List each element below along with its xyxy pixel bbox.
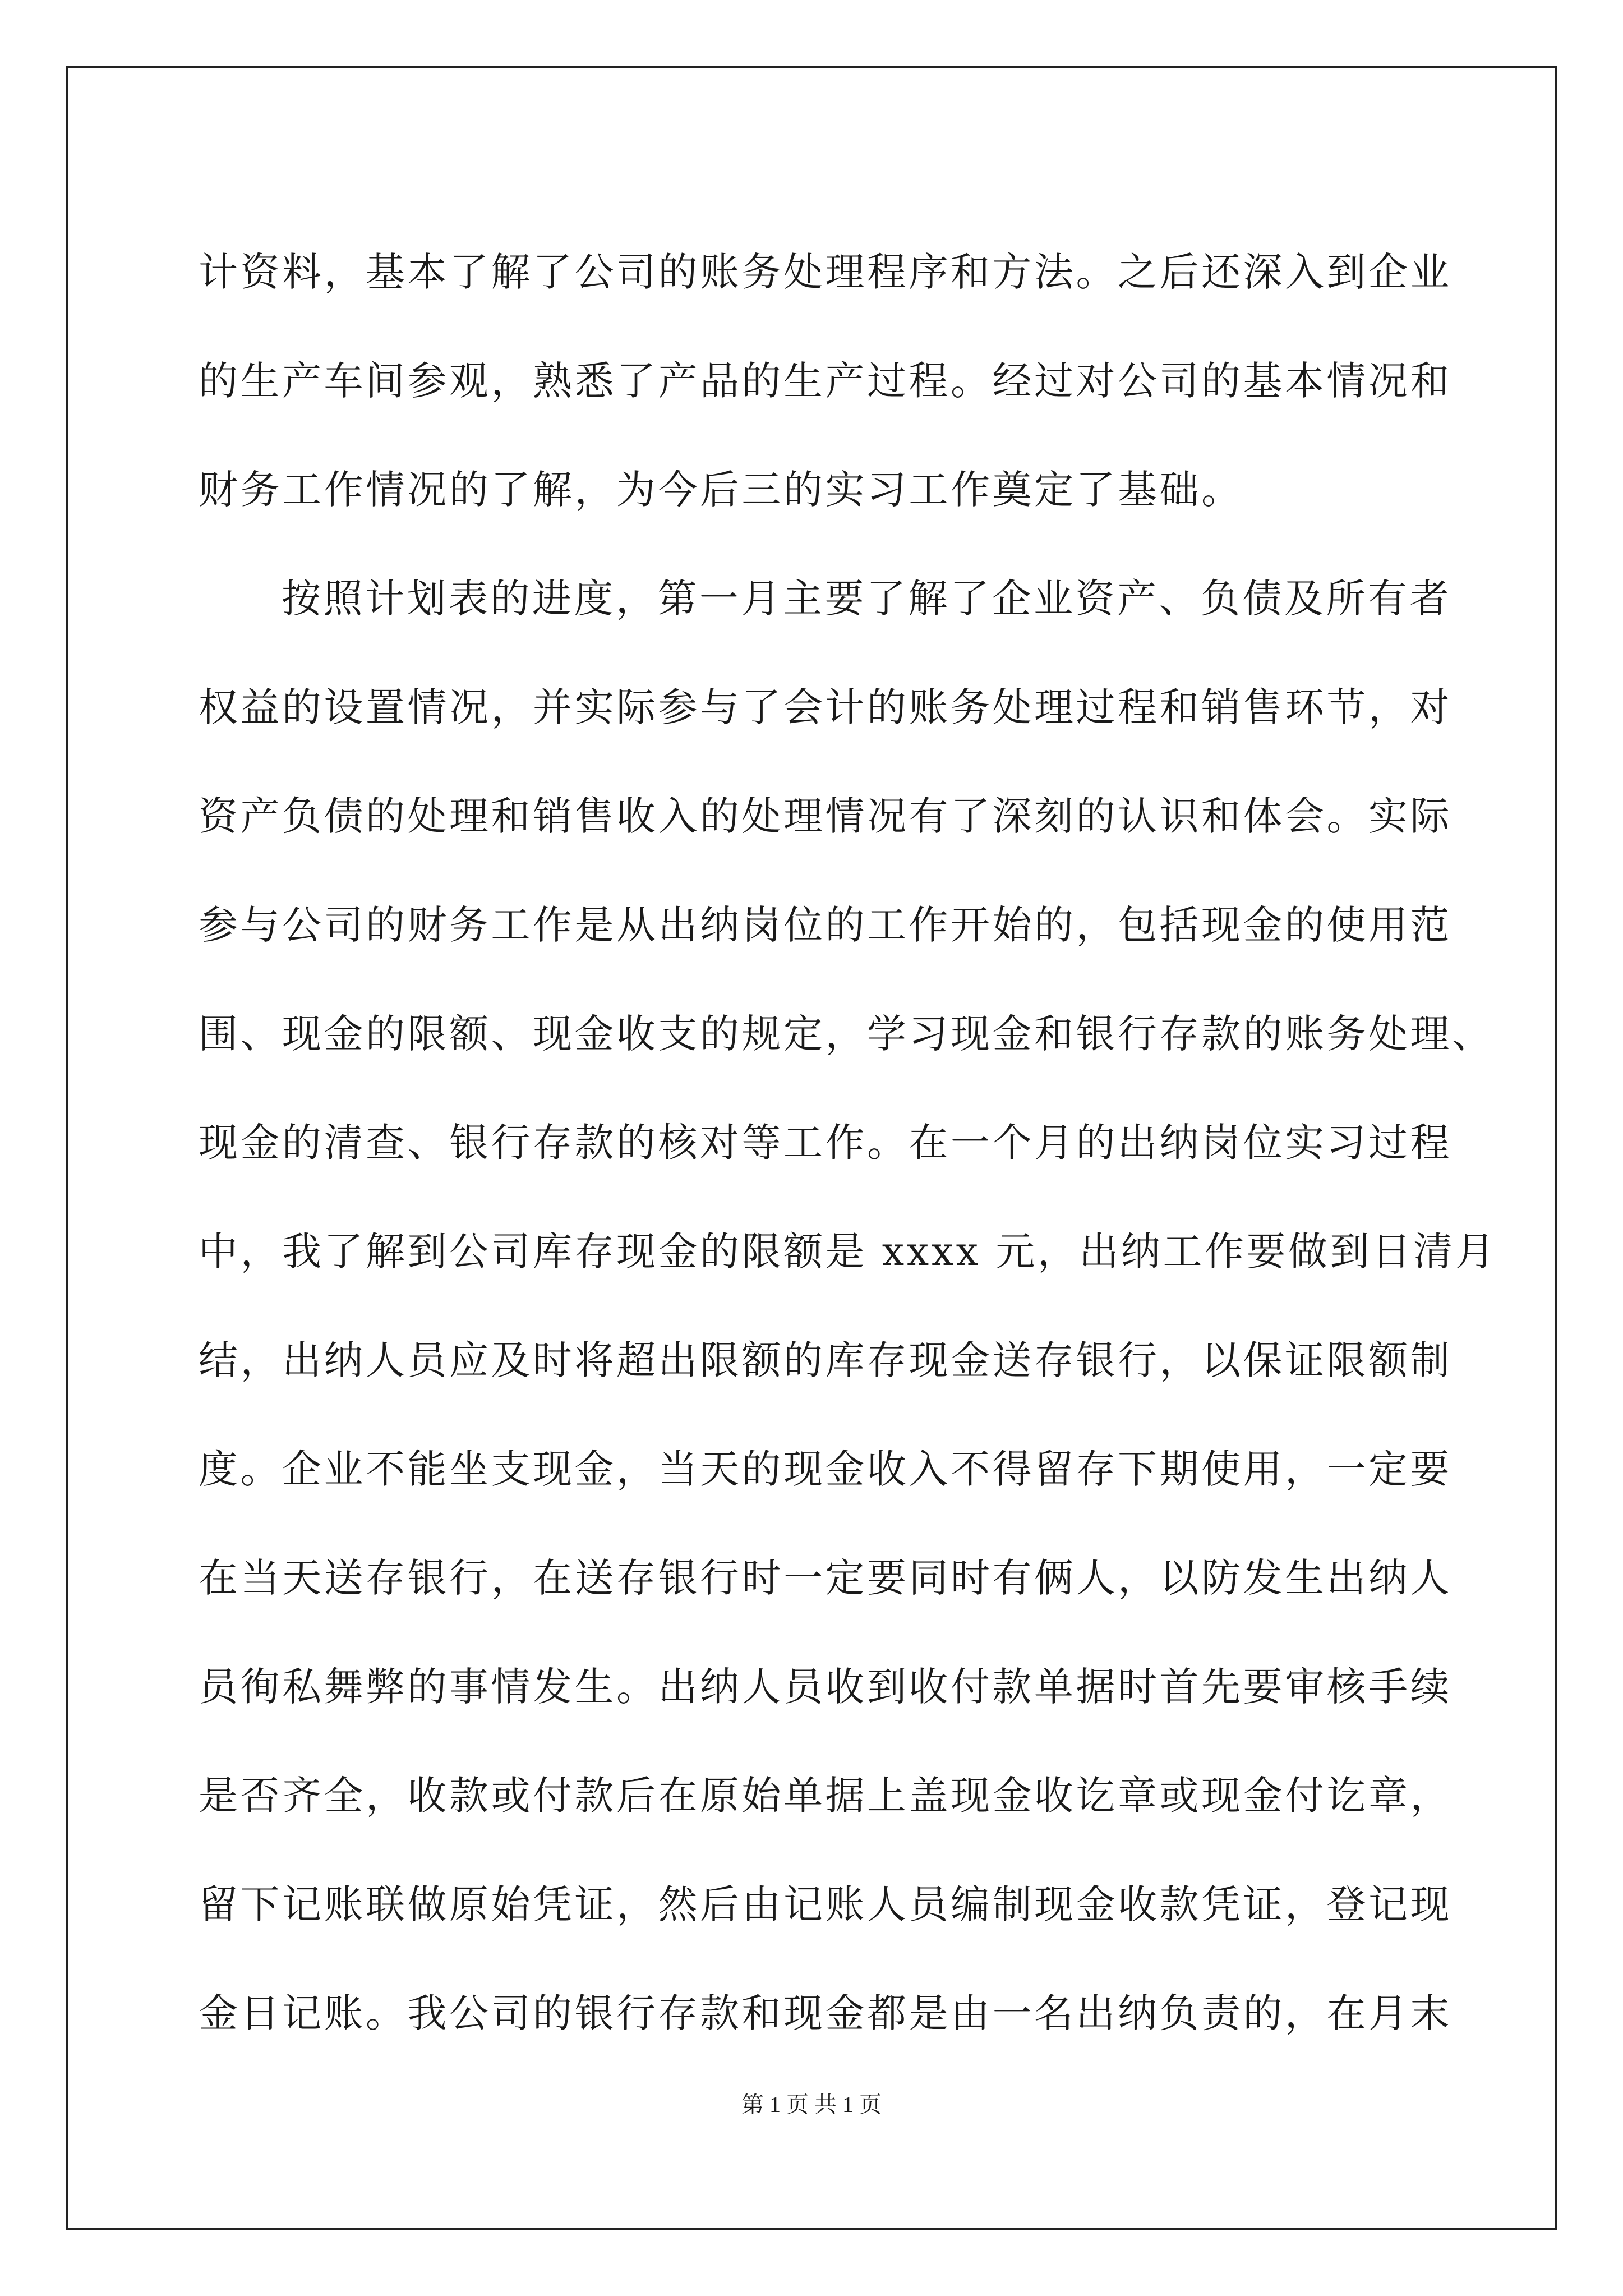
text-line: 的生产车间参观，熟悉了产品的生产过程。经过对公司的基本情况和 (199, 358, 1452, 404)
page-footer: 第 1 页 共 1 页 (741, 2092, 882, 2117)
text-line: 围、现金的限额、现金收支的规定，学习现金和银行存款的账务处理、 (199, 1011, 1494, 1057)
text-line: 现金的清查、银行存款的核对等工作。在一个月的出纳岗位实习过程 (199, 1120, 1452, 1166)
text-line: 员徇私舞弊的事情发生。出纳人员收到收付款单据时首先要审核手续 (199, 1664, 1452, 1710)
text-line: 留下记账联做原始凭证，然后由记账人员编制现金收款凭证，登记现 (199, 1881, 1452, 1927)
text-line: 参与公司的财务工作是从出纳岗位的工作开始的，包括现金的使用范 (199, 902, 1452, 948)
paragraph-start-line: 按照计划表的进度，第一月主要了解了企业资产、负债及所有者 (282, 576, 1451, 622)
text-line: 财务工作情况的了解，为今后三的实习工作奠定了基础。 (199, 467, 1243, 513)
document-body (199, 218, 1497, 2068)
text-line: 金日记账。我公司的银行存款和现金都是由一名出纳负责的，在月末 (199, 1990, 1452, 2036)
text-line: 是否齐全，收款或付款后在原始单据上盖现金收讫章或现金付讫章， (199, 1773, 1452, 1819)
text-line: 结，出纳人员应及时将超出限额的库存现金送存银行，以保证限额制 (199, 1337, 1452, 1383)
text-line: 权益的设置情况，并实际参与了会计的账务处理过程和销售环节，对 (199, 684, 1452, 730)
text-line: 计资料，基本了解了公司的账务处理程序和方法。之后还深入到企业 (199, 249, 1452, 295)
text-line: 中，我了解到公司库存现金的限额是 xxxx 元，出纳工作要做到日清月 (199, 1228, 1497, 1274)
text-line: 度。企业不能坐支现金，当天的现金收入不得留存下期使用，一定要 (199, 1446, 1452, 1492)
text-line: 在当天送存银行，在送存银行时一定要同时有俩人，以防发生出纳人 (199, 1555, 1452, 1601)
text-line: 资产负债的处理和销售收入的处理情况有了深刻的认识和体会。实际 (199, 793, 1452, 839)
